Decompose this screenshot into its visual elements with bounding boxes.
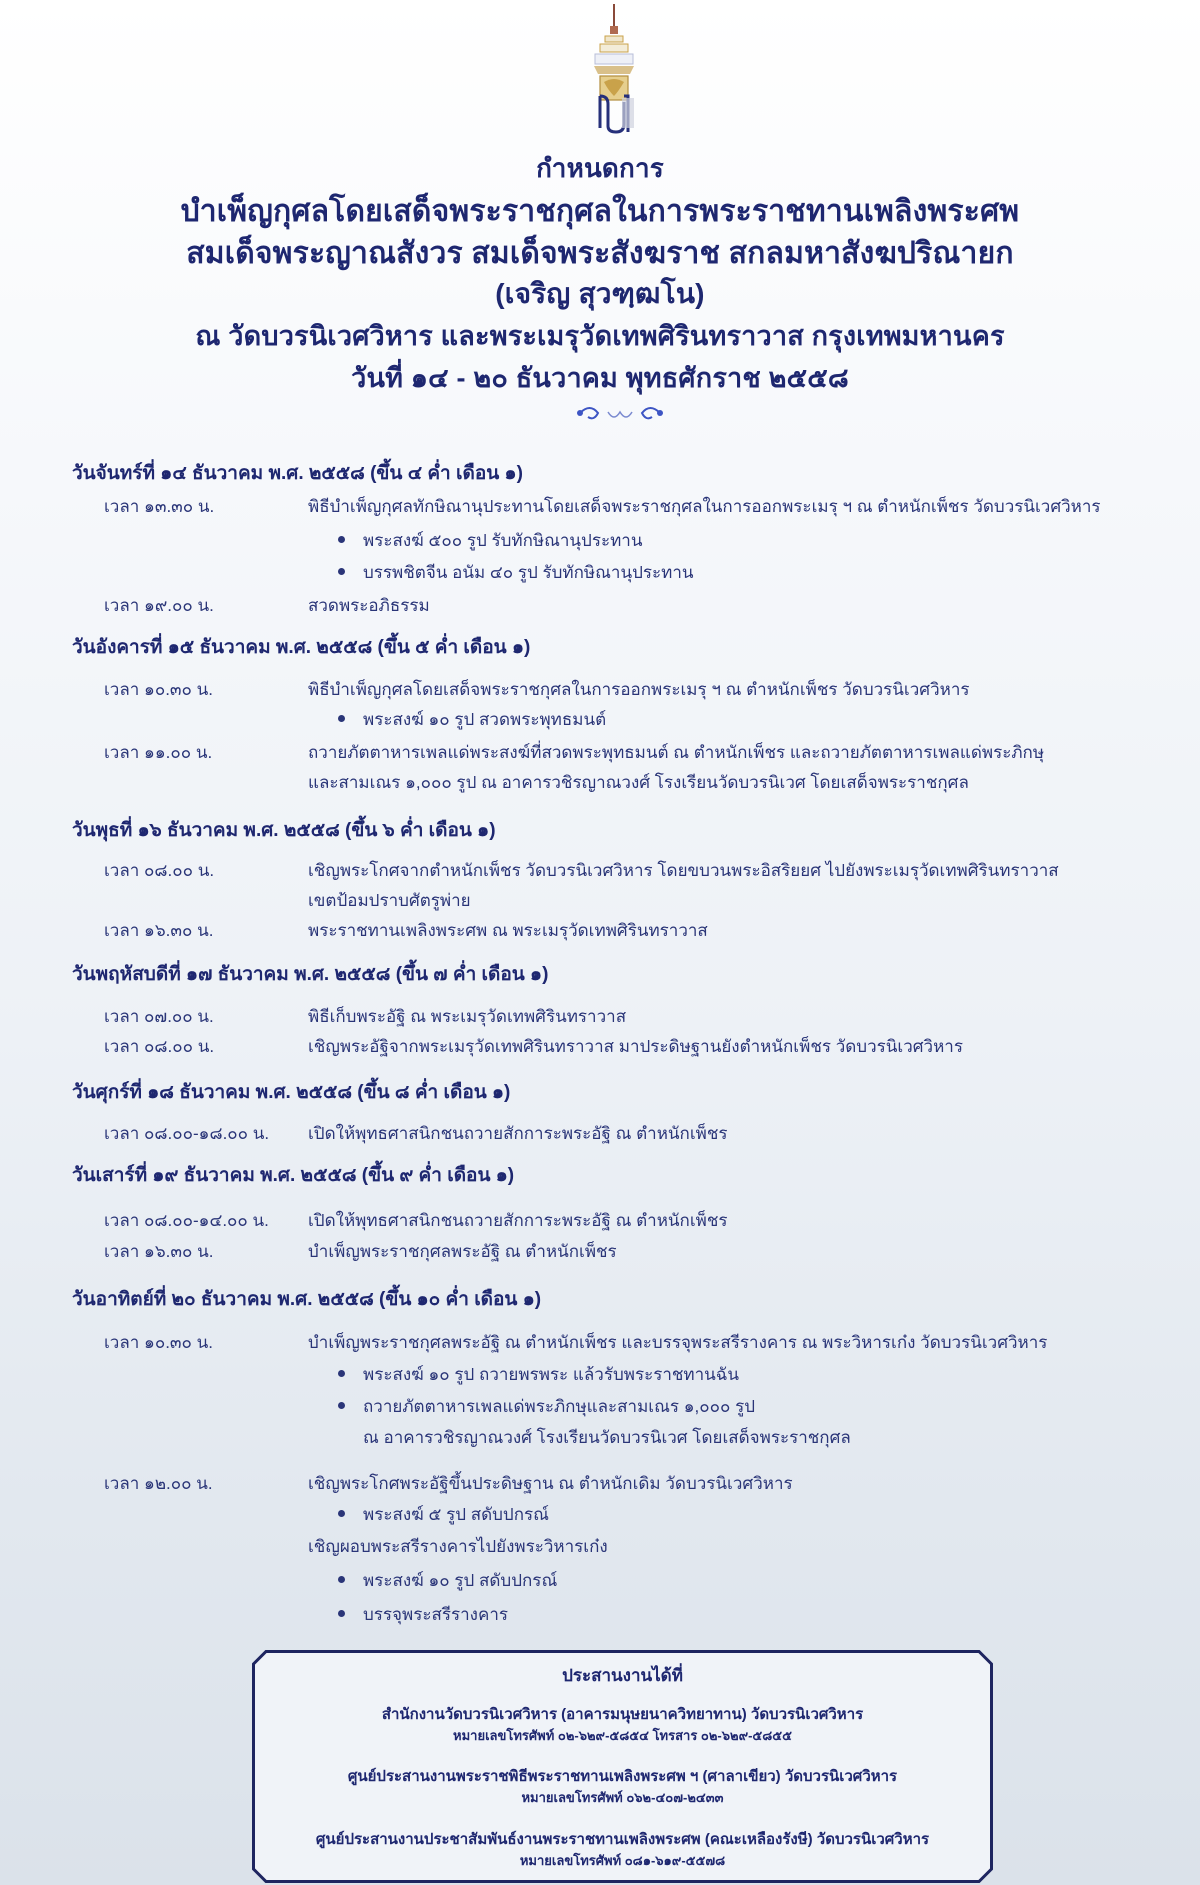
event-description-cont: และสามเณร ๑,๐๐๐ รูป ณ อาคารวชิรญาณวงศ์ โรงเรียนวัดบวรนิเวศ โดยเสด็จพระราชกุศล: [308, 773, 969, 792]
time-label: เวลา ๑๒.๐๐ น.: [104, 1474, 213, 1493]
list-item-text: พระสงฆ์ ๕ รูป สดับปกรณ์: [363, 1505, 549, 1524]
bullet-icon: [338, 536, 345, 543]
time-label: เวลา ๑๖.๓๐ น.: [104, 1242, 214, 1261]
time-label: เวลา ๐๗.๐๐ น.: [104, 1007, 214, 1026]
decorative-divider-icon: [520, 402, 720, 424]
time-label: เวลา ๑๐.๓๐ น.: [104, 680, 213, 699]
bullet-icon: [338, 1402, 345, 1409]
bullet-icon: [338, 568, 345, 575]
contact-office-phone: หมายเลขโทรศัพท์ ๐๘๑-๖๑๙-๕๕๗๘: [519, 1853, 726, 1868]
time-label: เวลา ๑๖.๓๐ น.: [104, 921, 214, 940]
list-item: [338, 1361, 739, 1388]
event-description: บำเพ็ญพระราชกุศลพระอัฐิ ณ ตำหนักเพ็ชร: [308, 1242, 617, 1261]
time-label: เวลา ๑๓.๓๐ น.: [104, 497, 215, 516]
event-description: บำเพ็ญพระราชกุศลพระอัฐิ ณ ตำหนักเพ็ชร และบรรจุพระสรีรางคาร ณ พระวิหารเก๋ง วัดบวรนิเวศวิหาร: [308, 1333, 1048, 1352]
event-description-cont: เชิญผอบพระสรีรางคารไปยังพระวิหารเก๋ง: [308, 1537, 608, 1556]
list-item-text: พระสงฆ์ ๑๐ รูป ถวายพรพระ แล้วรับพระราชทานฉัน: [363, 1365, 739, 1384]
event-description: พระราชทานเพลิงพระศพ ณ พระเมรุวัดเทพศิรินทราวาส: [308, 921, 708, 940]
royal-crown-emblem-icon: [586, 4, 642, 138]
title-line-2: บำเพ็ญกุศลโดยเสด็จพระราชกุศลในการพระราชทานเพลิงพระศพ: [180, 195, 1020, 228]
list-item: [338, 1567, 557, 1594]
event-description: พิธีเก็บพระอัฐิ ณ พระเมรุวัดเทพศิรินทราวาส: [308, 1007, 627, 1026]
event-description: ถวายภัตตาหารเพลแด่พระสงฆ์ที่สวดพระพุทธมนต์ ณ ตำหนักเพ็ชร และถวายภัตตาหารเพลแด่พระภิกษุ: [308, 743, 1045, 762]
list-item: [338, 1393, 755, 1420]
list-item: [338, 1601, 508, 1628]
event-description: เชิญพระโกศพระอัฐิขึ้นประดิษฐาน ณ ตำหนักเดิม วัดบวรนิเวศวิหาร: [308, 1474, 793, 1493]
time-label: เวลา ๐๘.๐๐ น.: [104, 1037, 215, 1056]
event-description: พิธีบำเพ็ญกุศลทักษิณานุประทานโดยเสด็จพระราชกุศลในการออกพระเมรุ ฯ ณ ตำหนักเพ็ชร วัดบวรนิเวศวิหาร: [308, 497, 1101, 516]
list-item-text: บรรจุพระสรีรางคาร: [363, 1605, 509, 1624]
contact-office-name: ศูนย์ประสานงานพระราชพิธีพระราชทานเพลิงพระศพ ฯ (ศาลาเขียว) วัดบวรนิเวศวิหาร: [347, 1768, 898, 1785]
bullet-icon: [338, 1510, 345, 1517]
day-heading-thursday: วันพฤหัสบดีที่ ๑๗ ธันวาคม พ.ศ. ๒๕๕๘ (ขึ้น ๗ ค่ำ เดือน ๑): [72, 964, 549, 985]
bullet-icon: [338, 1576, 345, 1583]
list-item-text: บรรพชิตจีน อนัม ๔๐ รูป รับทักษิณานุประทาน: [363, 563, 694, 582]
title-line-3: สมเด็จพระญาณสังวร สมเด็จพระสังฆราช สกลมหาสังฆปริณายก: [186, 237, 1014, 270]
title-line-1: กำหนดการ: [536, 153, 664, 183]
bullet-icon: [338, 1370, 345, 1377]
contact-title: ประสานงานได้ที่: [562, 1666, 683, 1685]
day-heading-saturday: วันเสาร์ที่ ๑๙ ธันวาคม พ.ศ. ๒๕๕๘ (ขึ้น ๙ ค่ำ เดือน ๑): [72, 1165, 515, 1186]
day-heading-sunday: วันอาทิตย์ที่ ๒๐ ธันวาคม พ.ศ. ๒๕๕๘ (ขึ้น ๑๐ ค่ำ เดือน ๑): [72, 1289, 542, 1310]
list-item: [338, 1501, 549, 1528]
bullet-icon: [338, 715, 345, 722]
time-label: เวลา ๑๑.๐๐ น.: [104, 743, 213, 762]
list-item-text: พระสงฆ์ ๕๐๐ รูป รับทักษิณานุประทาน: [363, 531, 643, 550]
contact-office-phone: หมายเลขโทรศัพท์ ๐๒-๖๒๙-๕๘๕๔ โทรสาร ๐๒-๖๒๙-๕๘๕๕: [453, 1728, 792, 1743]
event-description: เปิดให้พุทธศาสนิกชนถวายสักการะพระอัฐิ ณ ตำหนักเพ็ชร: [308, 1211, 728, 1230]
list-item: [338, 559, 694, 586]
contact-office-name: ศูนย์ประสานงานประชาสัมพันธ์งานพระราชทานเพลิงพระศพ (คณะเหลืองรังษี) วัดบวรนิเวศวิหาร: [315, 1831, 930, 1848]
list-item: [338, 527, 642, 554]
day-heading-friday: วันศุกร์ที่ ๑๘ ธันวาคม พ.ศ. ๒๕๕๘ (ขึ้น ๘ ค่ำ เดือน ๑): [72, 1082, 511, 1103]
list-item: [338, 706, 606, 733]
list-item-text: พระสงฆ์ ๑๐ รูป สวดพระพุทธมนต์: [363, 710, 607, 729]
title-line-5: ณ วัดบวรนิเวศวิหาร และพระเมรุวัดเทพศิรินทราวาส กรุงเทพมหานคร: [195, 321, 1005, 351]
contact-office-phone: หมายเลขโทรศัพท์ ๐๖๒-๔๐๗-๒๔๓๓: [521, 1790, 724, 1805]
day-heading-wednesday: วันพุธที่ ๑๖ ธันวาคม พ.ศ. ๒๕๕๘ (ขึ้น ๖ ค่ำ เดือน ๑): [72, 820, 496, 841]
list-item-text: พระสงฆ์ ๑๐ รูป สดับปกรณ์: [363, 1571, 558, 1590]
event-description-cont: เขตป้อมปราบศัตรูพ่าย: [308, 891, 471, 910]
title-line-6: วันที่ ๑๔ - ๒๐ ธันวาคม พุทธศักราช ๒๕๕๘: [351, 363, 849, 393]
event-description: เชิญพระอัฐิจากพระเมรุวัดเทพศิรินทราวาส มาประดิษฐานยังตำหนักเพ็ชร วัดบวรนิเวศวิหาร: [308, 1037, 963, 1056]
time-label: เวลา ๑๐.๓๐ น.: [104, 1333, 213, 1352]
event-description: เปิดให้พุทธศาสนิกชนถวายสักการะพระอัฐิ ณ ตำหนักเพ็ชร: [308, 1124, 728, 1143]
bullet-icon: [338, 1610, 345, 1617]
event-description: เชิญพระโกศจากตำหนักเพ็ชร วัดบวรนิเวศวิหาร โดยขบวนพระอิสริยยศ ไปยังพระเมรุวัดเทพศิรินทราวาส: [308, 861, 1059, 880]
event-description: พิธีบำเพ็ญกุศลโดยเสด็จพระราชกุศลในการออกพระเมรุ ฯ ณ ตำหนักเพ็ชร วัดบวรนิเวศวิหาร: [308, 680, 970, 699]
list-item-cont: ณ อาคารวชิรญาณวงศ์ โรงเรียนวัดบวรนิเวศ โดยเสด็จพระราชกุศล: [363, 1428, 851, 1447]
time-label: เวลา ๑๙.๐๐ น.: [104, 596, 214, 615]
contact-office-name: สำนักงานวัดบวรนิเวศวิหาร (อาคารมนุษยนาควิทยาทาน) วัดบวรนิเวศวิหาร: [381, 1706, 864, 1723]
title-line-4: (เจริญ สุวฑฺฒโน): [495, 278, 705, 309]
event-description: สวดพระอภิธรรม: [308, 596, 430, 615]
time-label: เวลา ๐๘.๐๐-๑๔.๐๐ น.: [104, 1211, 269, 1230]
time-label: เวลา ๐๘.๐๐ น.: [104, 861, 215, 880]
day-heading-tuesday: วันอังคารที่ ๑๕ ธันวาคม พ.ศ. ๒๕๕๘ (ขึ้น ๕ ค่ำ เดือน ๑): [72, 637, 531, 658]
list-item-text: ถวายภัตตาหารเพลแด่พระภิกษุและสามเณร ๑,๐๐๐ รูป: [363, 1397, 756, 1416]
day-heading-monday: วันจันทร์ที่ ๑๔ ธันวาคม พ.ศ. ๒๕๕๘ (ขึ้น ๔ ค่ำ เดือน ๑): [72, 463, 523, 484]
time-label: เวลา ๐๘.๐๐-๑๘.๐๐ น.: [104, 1124, 270, 1143]
